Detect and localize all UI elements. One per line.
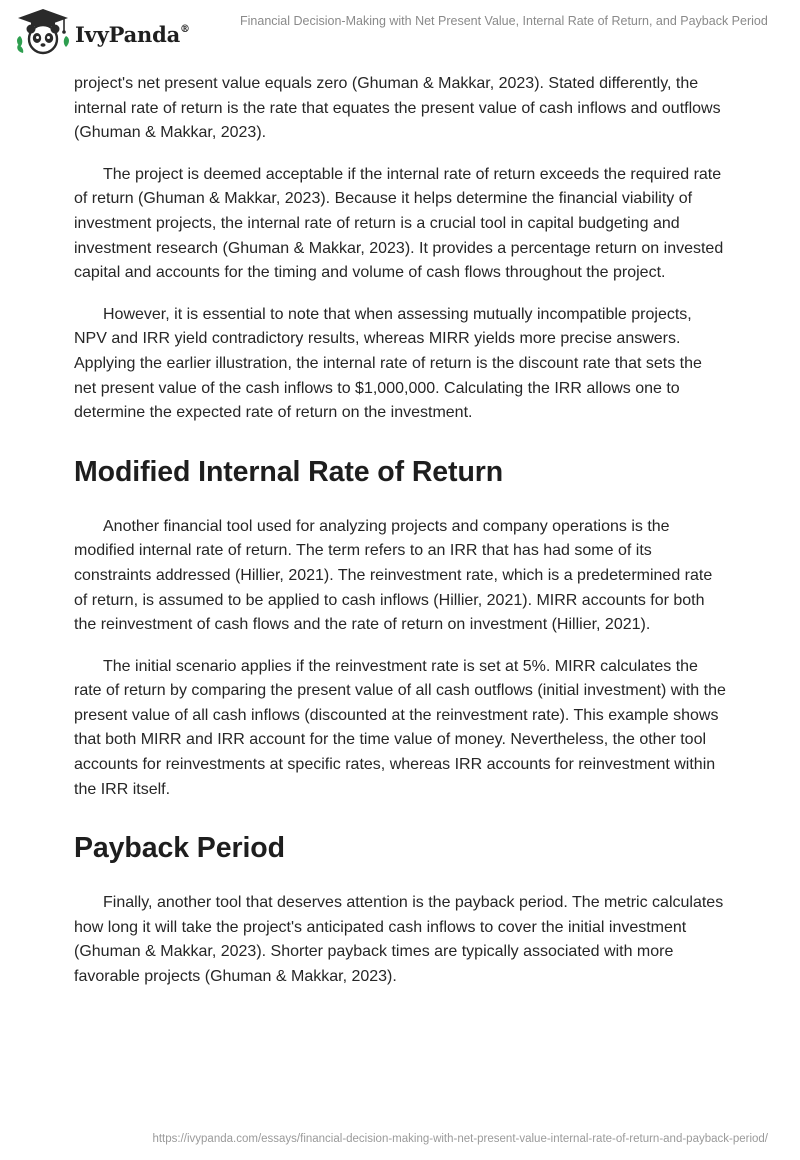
- paragraph: However, it is essential to note that when assessing mutually incompatible projects, NPV and IRR yield contradictory results, whereas MIRR yields more precise answers. Applying the earlier illustration, the internal rate of return is the discount rate that sets the net present value of the cash inflows to $1,000,000. Calculating the IRR allows one to determine the expected rate of return on the investment.: [74, 305, 702, 422]
- source-url[interactable]: https://ivypanda.com/essays/financial-decision-making-with-net-present-value-internal-rate-of-return-and-payback-period/: [152, 1133, 768, 1145]
- panda-graduate-icon: [14, 7, 72, 57]
- paragraph: The project is deemed acceptable if the internal rate of return exceeds the required rate of return (Ghuman & Makkar, 2023). Because it helps determine the financial viability of investment projects, the internal rate of return is a crucial tool in capital budgeting and investment research (Ghuman & Makkar, 2023). It provides a percentage return on invested capital and accounts for the timing and volume of cash flows throughout the project.: [74, 165, 724, 282]
- document-title: Financial Decision-Making with Net Present Value, Internal Rate of Return, and Payback Period: [240, 14, 768, 28]
- brand-name: IvyPanda®: [75, 21, 190, 47]
- section-heading-payback: Payback Period: [74, 832, 285, 865]
- ivypanda-logo[interactable]: [14, 7, 190, 57]
- paragraph: project's net present value equals zero (Ghuman & Makkar, 2023). Stated differently, the internal rate of return is the rate that equates the present value of cash inflows and outflows (Ghuman & Makkar, 2023).: [74, 75, 721, 142]
- registered-mark: ®: [180, 23, 190, 35]
- paragraph: The initial scenario applies if the reinvestment rate is set at 5%. MIRR calculates the rate of return by comparing the present value of all cash outflows (initial investment) with the present value of all cash inflows (discounted at the reinvestment rate). This example shows that both MIRR and IRR account for the time value of money. Nevertheless, the other tool accounts for reinvestments at specific rates, whereas IRR accounts for reinvestment within the IRR itself.: [74, 657, 726, 798]
- paragraph: Finally, another tool that deserves attention is the payback period. The metric calculates how long it will take the project's anticipated cash inflows to cover the initial investment (Ghuman & Makkar, 2023). Shorter payback times are typically associated with more favorable projects (Ghuman & Makkar, 2023).: [74, 894, 724, 986]
- paragraph: Another financial tool used for analyzing projects and company operations is the modified internal rate of return. The term refers to an IRR that has had some of its constraints addressed (Hillier, 2021). The reinvestment rate, which is a predetermined rate of return, is assumed to be applied to cash inflows (Hillier, 2021). MIRR accounts for both the reinvestment of cash flows and the rate of return on investment (Hillier, 2021).: [74, 517, 713, 634]
- section-heading-mirr: Modified Internal Rate of Return: [74, 455, 504, 488]
- essay-body: [74, 72, 726, 1007]
- page-header: [0, 0, 800, 60]
